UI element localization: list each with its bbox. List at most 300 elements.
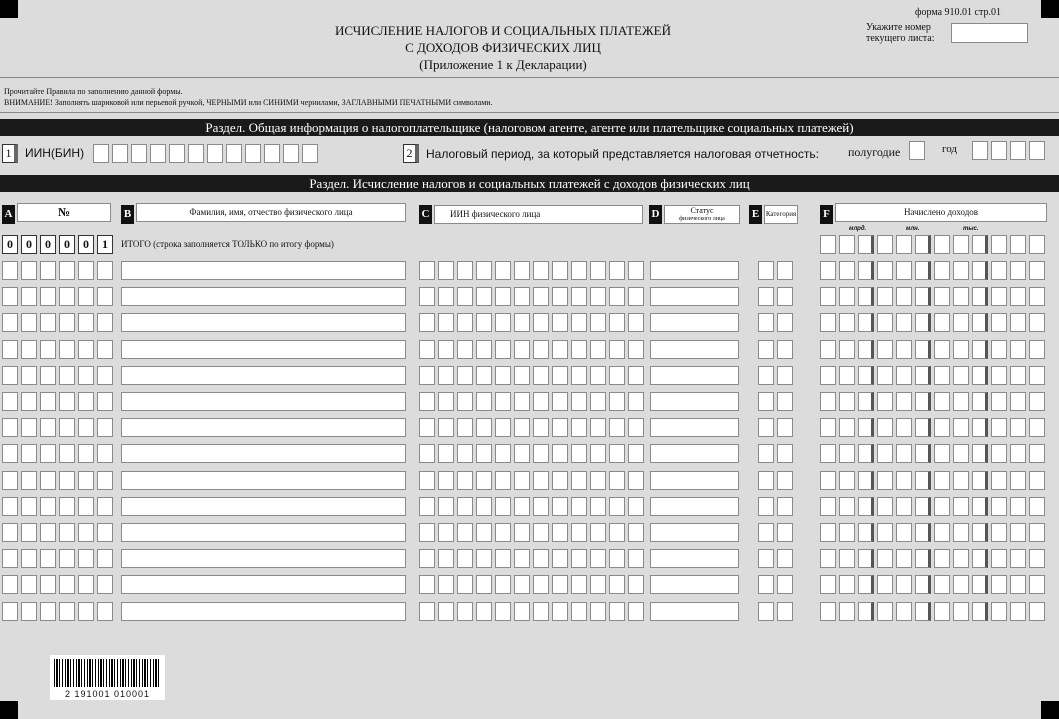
income-cell[interactable] xyxy=(896,497,912,516)
income-cell[interactable] xyxy=(953,471,969,490)
iin-cell[interactable] xyxy=(590,392,606,411)
year-cell[interactable] xyxy=(1029,141,1045,160)
row-number-cell[interactable] xyxy=(40,602,56,621)
year-cell[interactable] xyxy=(991,141,1007,160)
income-cell[interactable] xyxy=(934,444,950,463)
income-cell[interactable] xyxy=(991,418,1007,437)
iin-cell[interactable] xyxy=(476,497,492,516)
row-number-cell[interactable] xyxy=(59,287,75,306)
income-cell[interactable] xyxy=(972,287,988,306)
income-cell[interactable] xyxy=(991,497,1007,516)
category-cell[interactable] xyxy=(777,418,793,437)
category-cell[interactable] xyxy=(758,313,774,332)
income-cell[interactable] xyxy=(1029,523,1045,542)
income-cell[interactable] xyxy=(1029,287,1045,306)
status-field[interactable] xyxy=(650,287,739,306)
iin-cell[interactable] xyxy=(552,366,568,385)
income-cell[interactable] xyxy=(934,392,950,411)
row-number-cell[interactable] xyxy=(40,340,56,359)
iin-cell[interactable] xyxy=(609,287,625,306)
income-cell[interactable] xyxy=(858,444,874,463)
row-number-cell[interactable] xyxy=(78,366,94,385)
income-cell[interactable] xyxy=(934,261,950,280)
iin-cell[interactable] xyxy=(514,575,530,594)
iin-cell[interactable] xyxy=(457,444,473,463)
category-cell[interactable] xyxy=(777,313,793,332)
row-number-cell[interactable] xyxy=(40,287,56,306)
category-cell[interactable] xyxy=(758,287,774,306)
income-cell[interactable] xyxy=(820,287,836,306)
income-cell[interactable] xyxy=(972,549,988,568)
iin-cell[interactable] xyxy=(533,418,549,437)
iin-cell[interactable] xyxy=(628,523,644,542)
income-cell[interactable] xyxy=(1010,549,1026,568)
income-cell[interactable] xyxy=(972,366,988,385)
income-cell[interactable] xyxy=(896,418,912,437)
category-cell[interactable] xyxy=(758,575,774,594)
income-cell[interactable] xyxy=(915,261,931,280)
income-cell[interactable] xyxy=(991,444,1007,463)
income-cell[interactable] xyxy=(820,523,836,542)
iin-cell[interactable] xyxy=(628,287,644,306)
iin-cell[interactable] xyxy=(457,497,473,516)
row-number-cell[interactable] xyxy=(97,392,113,411)
income-cell[interactable] xyxy=(896,313,912,332)
row-number-cell[interactable] xyxy=(97,313,113,332)
row-number-cell[interactable] xyxy=(21,392,37,411)
iin-cell[interactable] xyxy=(571,523,587,542)
iin-bin-cell[interactable] xyxy=(207,144,223,163)
iin-cell[interactable] xyxy=(438,287,454,306)
income-cell[interactable] xyxy=(1029,549,1045,568)
iin-cell[interactable] xyxy=(571,497,587,516)
row-number-cell[interactable] xyxy=(40,392,56,411)
iin-cell[interactable] xyxy=(495,602,511,621)
row-number-cell[interactable] xyxy=(78,418,94,437)
income-cell[interactable] xyxy=(839,497,855,516)
iin-cell[interactable] xyxy=(438,313,454,332)
income-cell[interactable] xyxy=(915,287,931,306)
row-number-cell[interactable] xyxy=(40,575,56,594)
income-cell[interactable] xyxy=(896,602,912,621)
income-cell[interactable] xyxy=(934,497,950,516)
income-cell[interactable] xyxy=(953,497,969,516)
category-cell[interactable] xyxy=(758,392,774,411)
iin-cell[interactable] xyxy=(457,418,473,437)
iin-cell[interactable] xyxy=(590,444,606,463)
iin-cell[interactable] xyxy=(609,523,625,542)
iin-cell[interactable] xyxy=(609,575,625,594)
category-cell[interactable] xyxy=(758,340,774,359)
row-number-cell[interactable] xyxy=(59,471,75,490)
income-cell[interactable] xyxy=(839,471,855,490)
income-cell[interactable] xyxy=(991,261,1007,280)
iin-cell[interactable] xyxy=(495,313,511,332)
iin-cell[interactable] xyxy=(533,261,549,280)
income-cell[interactable] xyxy=(820,471,836,490)
income-cell[interactable] xyxy=(839,523,855,542)
row-number-cell[interactable] xyxy=(59,418,75,437)
row-number-cell[interactable] xyxy=(78,392,94,411)
category-cell[interactable] xyxy=(777,602,793,621)
status-field[interactable] xyxy=(650,523,739,542)
income-cell[interactable] xyxy=(820,575,836,594)
income-cell[interactable] xyxy=(858,497,874,516)
iin-cell[interactable] xyxy=(419,549,435,568)
iin-cell[interactable] xyxy=(609,366,625,385)
iin-cell[interactable] xyxy=(457,549,473,568)
total-income-cell[interactable] xyxy=(953,235,969,254)
row-number-cell[interactable] xyxy=(59,575,75,594)
iin-cell[interactable] xyxy=(476,418,492,437)
iin-cell[interactable] xyxy=(438,497,454,516)
row-number-cell[interactable] xyxy=(40,471,56,490)
category-cell[interactable] xyxy=(758,497,774,516)
iin-cell[interactable] xyxy=(514,471,530,490)
row-number-cell[interactable] xyxy=(2,497,18,516)
income-cell[interactable] xyxy=(972,392,988,411)
iin-cell[interactable] xyxy=(419,261,435,280)
iin-bin-cell[interactable] xyxy=(150,144,166,163)
income-cell[interactable] xyxy=(953,392,969,411)
iin-cell[interactable] xyxy=(609,261,625,280)
iin-cell[interactable] xyxy=(457,366,473,385)
total-income-cell[interactable] xyxy=(896,235,912,254)
row-number-cell[interactable] xyxy=(78,575,94,594)
income-cell[interactable] xyxy=(1010,340,1026,359)
row-number-cell[interactable] xyxy=(2,261,18,280)
income-cell[interactable] xyxy=(1029,366,1045,385)
full-name-field[interactable] xyxy=(121,261,406,280)
income-cell[interactable] xyxy=(953,340,969,359)
income-cell[interactable] xyxy=(858,523,874,542)
row-number-cell[interactable] xyxy=(97,471,113,490)
income-cell[interactable] xyxy=(934,523,950,542)
row-number-cell[interactable] xyxy=(21,497,37,516)
income-cell[interactable] xyxy=(858,549,874,568)
iin-cell[interactable] xyxy=(457,340,473,359)
iin-cell[interactable] xyxy=(552,418,568,437)
iin-bin-cell[interactable] xyxy=(188,144,204,163)
row-number-cell[interactable] xyxy=(78,471,94,490)
income-cell[interactable] xyxy=(877,575,893,594)
income-cell[interactable] xyxy=(1029,313,1045,332)
iin-cell[interactable] xyxy=(571,366,587,385)
income-cell[interactable] xyxy=(820,418,836,437)
iin-cell[interactable] xyxy=(552,340,568,359)
income-cell[interactable] xyxy=(1029,471,1045,490)
income-cell[interactable] xyxy=(839,444,855,463)
iin-cell[interactable] xyxy=(609,549,625,568)
income-cell[interactable] xyxy=(934,313,950,332)
income-cell[interactable] xyxy=(972,340,988,359)
iin-bin-cell[interactable] xyxy=(264,144,280,163)
income-cell[interactable] xyxy=(991,575,1007,594)
iin-cell[interactable] xyxy=(495,418,511,437)
row-number-cell[interactable] xyxy=(97,523,113,542)
row-number-cell[interactable] xyxy=(2,313,18,332)
status-field[interactable] xyxy=(650,340,739,359)
income-cell[interactable] xyxy=(877,497,893,516)
iin-cell[interactable] xyxy=(457,523,473,542)
row-number-cell[interactable] xyxy=(21,575,37,594)
row-number-cell[interactable] xyxy=(97,549,113,568)
iin-cell[interactable] xyxy=(628,575,644,594)
iin-cell[interactable] xyxy=(438,444,454,463)
iin-cell[interactable] xyxy=(552,471,568,490)
income-cell[interactable] xyxy=(820,602,836,621)
category-cell[interactable] xyxy=(777,261,793,280)
iin-cell[interactable] xyxy=(419,287,435,306)
income-cell[interactable] xyxy=(877,602,893,621)
row-number-cell[interactable] xyxy=(59,261,75,280)
iin-cell[interactable] xyxy=(457,261,473,280)
status-field[interactable] xyxy=(650,261,739,280)
income-cell[interactable] xyxy=(896,575,912,594)
row-number-cell[interactable] xyxy=(59,366,75,385)
category-cell[interactable] xyxy=(777,575,793,594)
iin-cell[interactable] xyxy=(609,471,625,490)
status-field[interactable] xyxy=(650,575,739,594)
iin-cell[interactable] xyxy=(571,444,587,463)
row-number-cell[interactable] xyxy=(2,418,18,437)
income-cell[interactable] xyxy=(915,444,931,463)
income-cell[interactable] xyxy=(1029,392,1045,411)
income-cell[interactable] xyxy=(896,366,912,385)
category-cell[interactable] xyxy=(777,497,793,516)
income-cell[interactable] xyxy=(877,366,893,385)
iin-cell[interactable] xyxy=(552,313,568,332)
total-income-cell[interactable] xyxy=(839,235,855,254)
income-cell[interactable] xyxy=(820,444,836,463)
income-cell[interactable] xyxy=(972,444,988,463)
income-cell[interactable] xyxy=(972,602,988,621)
half-year-cell[interactable] xyxy=(909,141,925,160)
iin-cell[interactable] xyxy=(571,549,587,568)
income-cell[interactable] xyxy=(877,340,893,359)
iin-cell[interactable] xyxy=(514,366,530,385)
iin-cell[interactable] xyxy=(438,602,454,621)
iin-bin-cell[interactable] xyxy=(245,144,261,163)
category-cell[interactable] xyxy=(777,444,793,463)
row-number-cell[interactable] xyxy=(21,471,37,490)
iin-cell[interactable] xyxy=(438,261,454,280)
income-cell[interactable] xyxy=(953,287,969,306)
row-number-cell[interactable] xyxy=(40,366,56,385)
iin-cell[interactable] xyxy=(438,549,454,568)
income-cell[interactable] xyxy=(953,261,969,280)
income-cell[interactable] xyxy=(934,549,950,568)
income-cell[interactable] xyxy=(915,549,931,568)
income-cell[interactable] xyxy=(896,261,912,280)
row-number-cell[interactable] xyxy=(59,523,75,542)
iin-cell[interactable] xyxy=(571,418,587,437)
income-cell[interactable] xyxy=(972,523,988,542)
iin-cell[interactable] xyxy=(419,340,435,359)
income-cell[interactable] xyxy=(972,313,988,332)
iin-cell[interactable] xyxy=(628,444,644,463)
category-cell[interactable] xyxy=(758,418,774,437)
iin-cell[interactable] xyxy=(495,497,511,516)
row-number-cell[interactable] xyxy=(59,549,75,568)
income-cell[interactable] xyxy=(953,523,969,542)
row-number-cell[interactable] xyxy=(97,497,113,516)
full-name-field[interactable] xyxy=(121,471,406,490)
iin-cell[interactable] xyxy=(495,392,511,411)
full-name-field[interactable] xyxy=(121,366,406,385)
iin-bin-cell[interactable] xyxy=(93,144,109,163)
row-number-cell[interactable] xyxy=(2,549,18,568)
full-name-field[interactable] xyxy=(121,549,406,568)
row-number-cell[interactable] xyxy=(21,549,37,568)
iin-cell[interactable] xyxy=(495,549,511,568)
full-name-field[interactable] xyxy=(121,287,406,306)
income-cell[interactable] xyxy=(1029,261,1045,280)
iin-cell[interactable] xyxy=(514,392,530,411)
income-cell[interactable] xyxy=(877,549,893,568)
iin-cell[interactable] xyxy=(476,340,492,359)
status-field[interactable] xyxy=(650,471,739,490)
income-cell[interactable] xyxy=(839,392,855,411)
income-cell[interactable] xyxy=(1010,575,1026,594)
row-number-cell[interactable] xyxy=(21,340,37,359)
iin-cell[interactable] xyxy=(628,497,644,516)
iin-cell[interactable] xyxy=(495,523,511,542)
income-cell[interactable] xyxy=(1029,444,1045,463)
row-number-cell[interactable] xyxy=(97,444,113,463)
income-cell[interactable] xyxy=(896,444,912,463)
iin-cell[interactable] xyxy=(476,313,492,332)
row-number-cell[interactable] xyxy=(21,602,37,621)
income-cell[interactable] xyxy=(953,366,969,385)
iin-cell[interactable] xyxy=(438,340,454,359)
iin-cell[interactable] xyxy=(419,497,435,516)
income-cell[interactable] xyxy=(991,549,1007,568)
iin-bin-cell[interactable] xyxy=(226,144,242,163)
iin-cell[interactable] xyxy=(419,523,435,542)
iin-cell[interactable] xyxy=(590,261,606,280)
total-income-cell[interactable] xyxy=(1010,235,1026,254)
total-income-cell[interactable] xyxy=(877,235,893,254)
iin-cell[interactable] xyxy=(552,549,568,568)
iin-cell[interactable] xyxy=(590,340,606,359)
row-number-cell[interactable] xyxy=(2,340,18,359)
category-cell[interactable] xyxy=(758,261,774,280)
iin-cell[interactable] xyxy=(495,261,511,280)
income-cell[interactable] xyxy=(991,340,1007,359)
iin-cell[interactable] xyxy=(514,287,530,306)
status-field[interactable] xyxy=(650,418,739,437)
income-cell[interactable] xyxy=(839,261,855,280)
iin-cell[interactable] xyxy=(628,418,644,437)
row-number-cell[interactable] xyxy=(78,549,94,568)
row-number-cell[interactable] xyxy=(21,444,37,463)
income-cell[interactable] xyxy=(896,549,912,568)
row-number-cell[interactable] xyxy=(2,444,18,463)
income-cell[interactable] xyxy=(915,418,931,437)
iin-cell[interactable] xyxy=(514,261,530,280)
income-cell[interactable] xyxy=(991,602,1007,621)
income-cell[interactable] xyxy=(877,287,893,306)
status-field[interactable] xyxy=(650,392,739,411)
iin-bin-cell[interactable] xyxy=(302,144,318,163)
iin-cell[interactable] xyxy=(552,575,568,594)
iin-cell[interactable] xyxy=(514,602,530,621)
category-cell[interactable] xyxy=(758,549,774,568)
row-number-cell[interactable] xyxy=(78,497,94,516)
total-income-cell[interactable] xyxy=(1029,235,1045,254)
iin-cell[interactable] xyxy=(571,340,587,359)
iin-bin-cell[interactable] xyxy=(283,144,299,163)
income-cell[interactable] xyxy=(839,418,855,437)
iin-cell[interactable] xyxy=(438,523,454,542)
row-number-cell[interactable] xyxy=(59,444,75,463)
total-income-cell[interactable] xyxy=(820,235,836,254)
income-cell[interactable] xyxy=(858,392,874,411)
row-number-cell[interactable] xyxy=(21,366,37,385)
iin-cell[interactable] xyxy=(476,287,492,306)
income-cell[interactable] xyxy=(858,471,874,490)
income-cell[interactable] xyxy=(915,340,931,359)
iin-cell[interactable] xyxy=(514,340,530,359)
iin-cell[interactable] xyxy=(476,549,492,568)
iin-cell[interactable] xyxy=(609,602,625,621)
iin-cell[interactable] xyxy=(533,287,549,306)
income-cell[interactable] xyxy=(877,261,893,280)
iin-cell[interactable] xyxy=(571,287,587,306)
category-cell[interactable] xyxy=(777,392,793,411)
income-cell[interactable] xyxy=(858,366,874,385)
row-number-cell[interactable] xyxy=(78,602,94,621)
income-cell[interactable] xyxy=(877,444,893,463)
income-cell[interactable] xyxy=(896,471,912,490)
income-cell[interactable] xyxy=(839,287,855,306)
iin-cell[interactable] xyxy=(628,261,644,280)
iin-cell[interactable] xyxy=(590,523,606,542)
iin-cell[interactable] xyxy=(419,602,435,621)
full-name-field[interactable] xyxy=(121,575,406,594)
iin-cell[interactable] xyxy=(590,549,606,568)
income-cell[interactable] xyxy=(820,497,836,516)
income-cell[interactable] xyxy=(915,575,931,594)
iin-cell[interactable] xyxy=(571,313,587,332)
income-cell[interactable] xyxy=(858,340,874,359)
page-number-field[interactable] xyxy=(951,23,1028,43)
category-cell[interactable] xyxy=(777,366,793,385)
iin-cell[interactable] xyxy=(552,444,568,463)
row-number-cell[interactable] xyxy=(97,602,113,621)
income-cell[interactable] xyxy=(972,497,988,516)
iin-cell[interactable] xyxy=(571,575,587,594)
iin-cell[interactable] xyxy=(476,444,492,463)
iin-cell[interactable] xyxy=(419,392,435,411)
income-cell[interactable] xyxy=(915,392,931,411)
income-cell[interactable] xyxy=(972,418,988,437)
row-number-cell[interactable] xyxy=(40,549,56,568)
iin-cell[interactable] xyxy=(533,575,549,594)
iin-cell[interactable] xyxy=(495,575,511,594)
iin-cell[interactable] xyxy=(609,418,625,437)
iin-cell[interactable] xyxy=(495,366,511,385)
income-cell[interactable] xyxy=(953,444,969,463)
row-number-cell[interactable] xyxy=(21,523,37,542)
total-income-cell[interactable] xyxy=(934,235,950,254)
iin-cell[interactable] xyxy=(438,575,454,594)
row-number-cell[interactable] xyxy=(40,313,56,332)
full-name-field[interactable] xyxy=(121,313,406,332)
income-cell[interactable] xyxy=(934,575,950,594)
income-cell[interactable] xyxy=(915,471,931,490)
